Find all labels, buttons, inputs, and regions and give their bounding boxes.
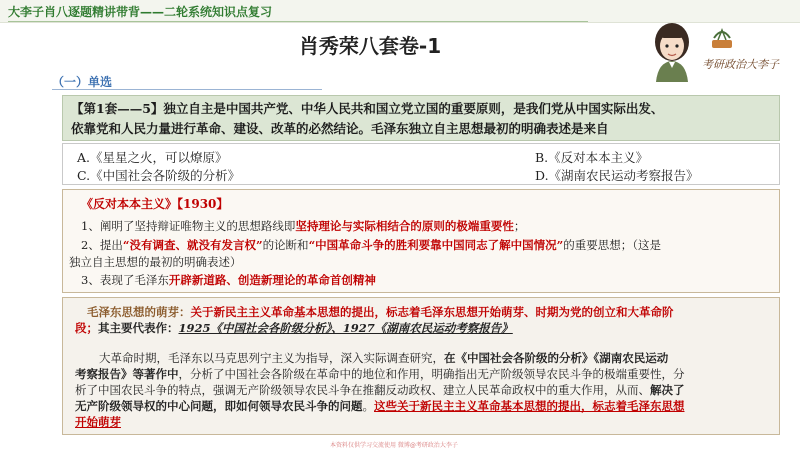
- question-box: [62, 95, 780, 141]
- option-d[interactable]: D.《湖南农民运动考察报告》: [535, 168, 699, 183]
- explanation-2-label: 毛泽东思想的萌芽：: [87, 305, 191, 319]
- explanation-1-point-2: 2、提出“没有调查、就没有发言权”的论断和“中国革命斗争的胜利要靠中国同志了解中国情况”的重要思想；（这是: [81, 238, 662, 252]
- option-c[interactable]: C.《中国社会各阶级的分析》: [77, 168, 241, 183]
- explanation-2-line-5: 析了中国农民斗争的特点，强调无产阶级领导农民斗争在推翻反动政权、建立人民革命政权中的重大作用，从而、解决了: [75, 383, 685, 397]
- explanation-2-line-7: 开始萌芽: [75, 415, 121, 429]
- explanation-1-heading: 《反对本本主义》【1930】: [81, 197, 229, 211]
- option-b[interactable]: B.《反对本本主义》: [535, 150, 649, 165]
- series-title: 大李子肖八逐题精讲带背——二轮系统知识点复习: [8, 5, 273, 19]
- explanation-1-point-1: 1、阐明了坚持辩证唯物主义的思想路线即坚持理论与实际相结合的原则的极端重要性；: [81, 219, 526, 233]
- explanation-2-line-6: 无产阶级领导权的中心问题，即如何领导农民斗争的问题。这些关于新民主主义革命基本思想的提出，标志着毛泽东思想: [75, 399, 685, 413]
- footer-note: 本资料仅供学习交流使用 微博@考研政治大李子: [330, 442, 458, 449]
- header-divider: [8, 21, 588, 22]
- option-a[interactable]: A.《星星之火，可以燎原》: [77, 150, 228, 165]
- logo: [652, 20, 792, 82]
- explanation-2-line-2: 段；其主要代表作：1925《中国社会各阶级分析》、1927《湖南农民运动考察报告》: [75, 321, 513, 335]
- logo-text: 考研政治大李子: [702, 58, 779, 71]
- explanation-2-line-3: 大革命时期，毛泽东以马克思列宁主义为指导，深入实际调查研究，在《中国社会各阶级的分析》《湖南农民运动: [99, 351, 669, 365]
- slide-title: 肖秀荣八套卷-1: [298, 34, 442, 58]
- section-divider: [52, 89, 322, 90]
- explanation-1-point-2-cont: 独立自主思想的最初的明确表述）: [69, 255, 242, 269]
- question-line-1: 【第1套——5】独立自主是中国共产党、中华人民共和国立党立国的重要原则，是我们党从中国实际出发、: [71, 101, 664, 116]
- explanation-box-1: [62, 189, 780, 293]
- explanation-box-2: [62, 297, 780, 435]
- section-heading: （一）单选: [52, 75, 113, 89]
- explanation-2-line-1: 毛泽东思想的萌芽：关于新民主主义革命基本思想的提出，标志着毛泽东思想开始萌芽、时期为党的创立和大革命阶: [87, 305, 674, 319]
- avatar-illustration-icon: [652, 20, 792, 82]
- question-tag: 【第1套——5】: [71, 101, 164, 116]
- options-box: [62, 143, 780, 185]
- explanation-1-point-3: 3、表现了毛泽东开辟新道路、创造新理论的革命首创精神: [81, 273, 376, 287]
- question-line-2: 依靠党和人民力量进行革命、建设、改革的必然结论。毛泽东独立自主思想最初的明确表述是来自: [71, 121, 609, 136]
- explanation-2-line-4: 考察报告》等著作中，分析了中国社会各阶级在革命中的地位和作用，明确指出无产阶级领导农民斗争的极端重要性，分: [75, 367, 685, 381]
